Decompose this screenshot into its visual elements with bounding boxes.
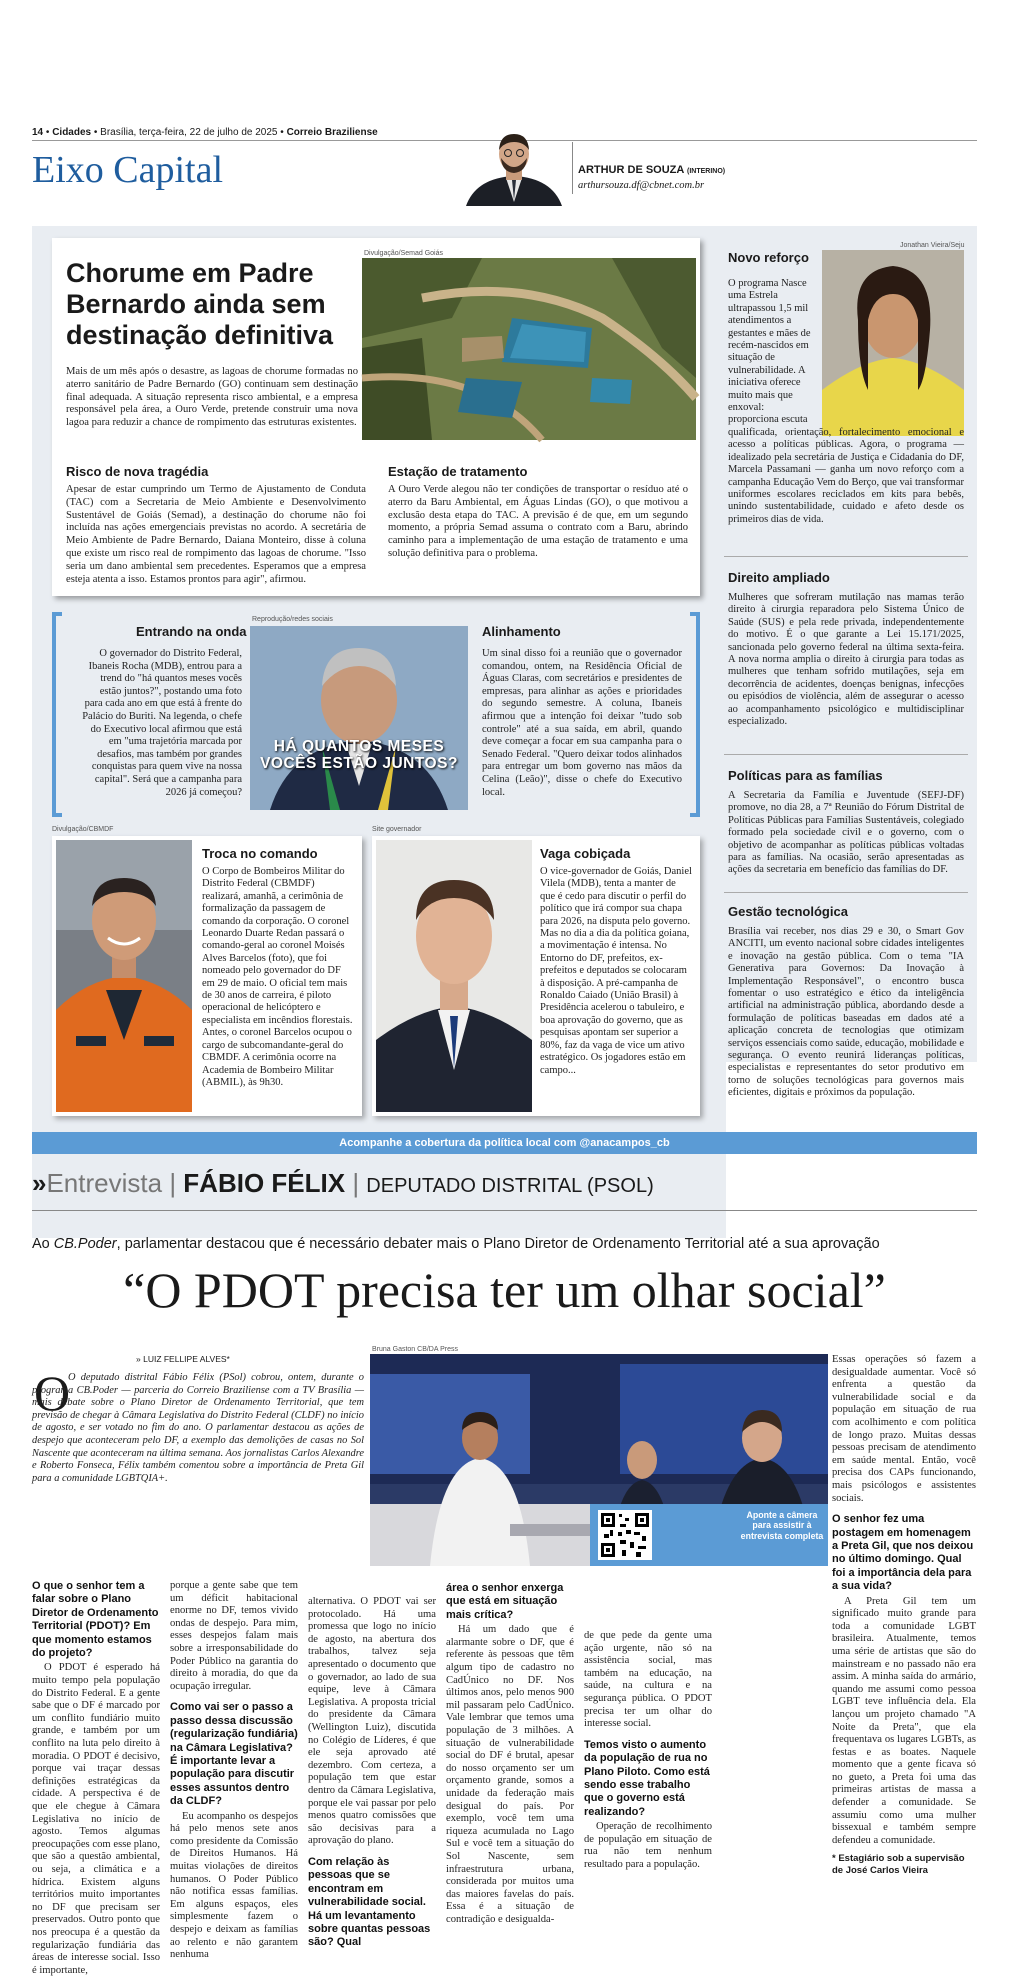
photo-credit: Reprodução/redes sociais: [252, 616, 333, 623]
question: O que o senhor tem a falar sobre o Plano Diretor de Ordenamento Territorial (PDOT)? Em que momento estamos do projeto?: [32, 1580, 159, 1660]
lead-intro: Mais de um mês após o desastre, as lagoas de chorume formadas no aterro sanitário de Padre Bernardo (GO) continuam sem destinação final adequada. A situação representa risco ambiental, e a empresa responsável pela área, a Ouro Verde, pretende construir uma nova lagoa para reduzir a chance de rompimento das estruturas existentes.: [66, 366, 358, 429]
qr-code-icon[interactable]: [598, 1510, 652, 1560]
onda-title: Entrando na onda: [136, 624, 247, 639]
interview-kicker: »Entrevista | FÁBIO FÉLIX | DEPUTADO DISTRITAL (PSOL): [32, 1168, 654, 1198]
question: Com relação às pessoas que se encontram em vulnerabilidade social. Há um levantamento sobre quantas pessoas são? Qual: [308, 1855, 431, 1949]
vice-governor-photo: [376, 840, 532, 1112]
question: Como vai ser o passo a passo dessa discussão (regularização fundiária) na Câmara Legislativa? É importante levar a população para discutir esses assuntos dentro da CLDF?: [170, 1701, 298, 1808]
qr-text: Aponte a câmera para assistir à entrevista completa: [740, 1510, 824, 1541]
interviewee-name: FÁBIO FÉLIX: [183, 1168, 346, 1198]
lead-box: [52, 238, 700, 596]
interview-col4: [446, 1582, 574, 1926]
footnote: * Estagiário sob a supervisão de José Carlos Vieira: [832, 1853, 965, 1877]
lead-text2: A Ouro Verde alegou não ter condições de transportar o resíduo até o aterro da Baru Ambiental, em Águas Lindas (GO), o que motivou a exclusão desta etapa do TAC. A previsão é de que, em um segundo momento, a própria Semad assuma o contrato com a Baru, abrindo caminho para a implementação de uma estação de tratamento e uma solução definitiva para o problema.: [388, 484, 688, 559]
sidebar-s2-title: Direito ampliado: [728, 570, 830, 585]
lead-sub2: Estação de tratamento: [388, 464, 528, 479]
answer: alternativa. O PDOT vai ser protocolado. Há uma promessa que logo no início de agosto, na abertura dos trabalhos, talvez seja apresentado o documento que o governador, ao lado de sua equipe, leve à Câmara Legislativa. A proposta tricial do presidente da Câmara (Wellington Luiz), discutida no Colégio de Líderes, é que ele seja aprovado até dezembro. Com certeza, a população tem que estar dentro da Câmara Legislativa, porque ele vai passar por pelo menos quatro comissões que são decisivas para a aprovação do plano.: [308, 1596, 436, 1847]
secretary-photo: [822, 250, 964, 436]
troca-text: O Corpo de Bombeiros Militar do Distrito Federal (CBMDF) realizará, amanhã, a cerimônia de formalização da passagem de comando da corporação. O coronel Leonardo Duarte Redan passará o comando-geral ao coronel Moisés Alves Barcelos (foto), que foi nomeado pelo governador do DF em 29 de maio. O oficial tem mais de 30 anos de carreira, é piloto operacional de helicóptero e especialista em incêndios florestais. Antes, o coronel Barcelos ocupou o cargo de subcomandante-geral do CBMDF. A cerimônia ocorre na Academia de Bombeiro Militar (ABMIL), às 9h30.: [202, 866, 353, 1088]
lead-sub1: Risco de nova tragédia: [66, 464, 209, 479]
answer: porque a gente sabe que tem um déficit habitacional enorme no DF, temos vivido ondas de despejo. Para mim, esses despejos falam mais sobre a irresponsabilidade do Poder Público na garantia do direito à moradia, do que da ocupação irregular.: [170, 1580, 298, 1692]
drop-cap: O: [34, 1365, 71, 1421]
sidebar-s3-text: A Secretaria da Família e Juventude (SEFJ-DF) promove, no dia 28, a 7ª Reunião do Fórum Distrital de Políticas Públicas para Famílias Sustentáveis, colegiado formado pela sociedade civil e o governo, com o objetivo de acompanhar as políticas públicas voltadas para as famílias. Na ocasião, serão apresentadas as ações da secretaria em benefício das famílias do DF.: [728, 790, 964, 876]
interview-deck: Ao CB.Poder, parlamentar destacou que é necessário debater mais o Plano Diretor de Ordenamento Territorial até a sua aprovação: [32, 1236, 880, 1252]
coverage-bar[interactable]: Acompanhe a cobertura da política local com @anacampos_cb: [32, 1132, 977, 1154]
vaga-text: O vice-governador de Goiás, Daniel Vilela (MDB), tenta a manter de que é cedo para discutir o perfil do político que irá compor sua chapa para 2026, na disputa pelo governo. Mas no dia a dia da política goiana, a movimentação é intensa. No Entorno do DF, prefeitos, ex-prefeitos e deputados se colocaram à disposição. A pré-campanha de Ronaldo Caiado (União Brasil) à Presidência acelerou o tabuleiro, e boa aprovação do governo, que as pesquisas apontam ser superior a 80%, faz da vaga de vice um ativo estratégico. Os jogadores estão em campo...: [540, 866, 692, 1076]
byline: » LUIZ FELLIPE ALVES*: [136, 1354, 230, 1364]
sidebar-s4-text: Brasília vai receber, nos dias 29 e 30, o Smart Gov ANCITI, um evento nacional sobre cidades inteligentes e inovação na gestão pública. Com o tema "IA Generativa para Governos: Da Inovação à Implementação Responsável", o encontro busca fomentar o uso estratégico e ético da inteligência artificial na administração pública, abordando desde a formulação de políticas baseadas em dados até a aplicação concreta de tecnologias que otimizam serviços essenciais como saúde, educação, mobilidade e segurança. O evento reunirá lideranças políticas, especialistas e representantes do setor produtivo em torno de soluções tecnológicas para governos mais eficientes, digitais e próximos da população.: [728, 926, 964, 1099]
interview-col5: [584, 1630, 712, 1872]
lead-headline: Chorume em Padre Bernardo ainda sem destinação definitiva: [66, 258, 334, 350]
lead-text1: Apesar de estar cumprindo um Termo de Ajustamento de Conduta (TAC) com a Secretaria de Meio Ambiente e Desenvolvimento Sustentável de Goiás (Semad), a destinação do chorume não foi incluída nas ações emergenciais previstas no acordo. A secretária de Meio Ambiente de Padre Bernardo, Daiana Monteiro, disse à coluna que existe um risco real de rompimento das lagoas de chorume. "Isso seria um dano ambiental sem precedentes. Esperamos que a empresa esteja atenta a isso. Estamos prontos para agir", afirmou.: [66, 484, 366, 585]
photo-credit: Divulgação/CBMDF: [52, 826, 114, 833]
interview-col1: [32, 1580, 160, 1977]
interview-headline: “O PDOT precisa ter um olhar social”: [123, 1262, 886, 1318]
sidebar-s1-text-b: qualificada, orientação, fortalecimento emocional e acesso a políticas públicas. Agora, o programa — idealizado pela secretária de Justiça e Cidadania do DF, Marcela Passamani — ganha um novo reforço com a campanha Educação Vem do Berço, que vai transformar uniformes escolares reciclados em kits para bebês, unindo sustentabilidade, cuidado e afeto desde os primeiros dias de vida.: [728, 427, 964, 525]
photo-credit: Bruna Gaston CB/DA Press: [372, 1346, 458, 1353]
author-name: ARTHUR DE SOUZA (INTERINO): [578, 164, 726, 176]
vaga-box: [372, 826, 700, 1116]
troca-title: Troca no comando: [202, 846, 318, 861]
photo-credit: Site governador: [372, 826, 422, 833]
sidebar-s3-title: Políticas para as famílias: [728, 768, 883, 783]
alinhamento-title: Alinhamento: [482, 624, 561, 639]
answer: Operação de recolhimento de população em situação de rua não tem nenhum resultado para a população.: [584, 1821, 712, 1870]
aerial-photo: [362, 258, 696, 440]
answer: Eu acompanho os despejos há pelo menos sete anos como presidente da Comissão de Direitos Humanos. Há muitas violações de direitos humanos. O Poder Público não notifica essas famílias. Em alguns espaços, eles simplesmente fazem o despejo e deixam as famílias ao relento e não garantem nenhuma: [170, 1810, 298, 1961]
answer: O PDOT é esperado há muito tempo pela população do Distrito Federal. E a gente sabe que o DF é marcado por um conflito fundiário muito grande, e também por um conflito na luta pelo direito à moradia. O PDOT é decisivo, porque vai traçar dessas definições estratégicas da cidade. A perspectiva é de que ele chegue à Câmara Legislativa no início de agosto. Temos algumas preocupações com esse plano, que são a questão ambiental, ou seja, a climática e a hídrica. Existem alguns territórios muito importantes no DF que precisam ser preservados. Outro ponto que nos preocupa é a questão da regularização fundiária das áreas de interesse social. Isso é importante,: [32, 1662, 160, 1976]
onda-text: O governador do Distrito Federal, Ibaneis Rocha (MDB), entrou para a trend do "há quantos meses vocês estão juntos?", postando uma foto para cada ano em que está à frente do Palácio do Buriti. Na legenda, o chefe do Executivo local afirmou que está em "uma trajetória marcada por desafios, mas também por grandes conquistas para quem vive na nossa capital". Será que a campanha para 2026 já começou?: [82, 648, 242, 798]
interview-col6: [832, 1354, 976, 1877]
question: Temos visto o aumento da população de rua no Plano Piloto. Como está sendo esse trabalho que o governo está realizando?: [584, 1738, 710, 1818]
sidebar-s2-text: Mulheres que sofreram mutilação nas mamas terão direito à cirurgia reparadora pelo Sistema Único de Saúde (SUS) e pela rede privada, independentemente do motivo. É o que garante a Lei 15.171/2025, sancionada pelo governo federal na última sexta-feira. A nova norma amplia o direito à cirurgia para todas as mulheres que tenham sofrido mutilações, seja em decorrência de acidentes, doenças benignas, infecções ou episódios de violência, além de assegurar o acesso ao acompanhamento psicológico e multidisciplinar especializado.: [728, 592, 964, 728]
question: área o senhor enxerga que está em situação mais crítica?: [446, 1582, 564, 1621]
troca-box: [52, 826, 362, 1116]
interview-intro: O deputado distrital Fábio Félix (PSol) cobrou, ontem, durante o programa CB.Poder — parceria do Correio Braziliense com a TV Brasília — mais debate sobre o Plano Diretor de Ordenamento Territorial, que tem previsão de chegar à Câmara Legislativa do Distrito Federal (CLDF) no início de agosto, e ser votado no fim do ano. O parlamentar destacou as ações de despejo que aconteceram pelo DF, a exemplo das demolições de casas no Sol Nascente que aconteceram na última semana. Aos jornalistas Carlos Alexandre e Roberto Fonseca, Félix também comentou sobre a importância de Preta Gil para a comunidade LGBTQIA+.: [32, 1372, 364, 1484]
vaga-title: Vaga cobiçada: [540, 846, 631, 861]
author-email[interactable]: arthursouza.df@cbnet.com.br: [578, 180, 705, 191]
interview-col3: [308, 1596, 436, 1950]
photo-caption: HÁ QUANTOS MESES VOCÊS ESTÃO JUNTOS?: [260, 738, 458, 772]
column-title: Eixo Capital: [32, 149, 224, 191]
sidebar-s4-title: Gestão tecnológica: [728, 904, 848, 919]
question: O senhor fez uma postagem em homenagem a Preta Gil, que nos deixou no último domingo. Qual foi a importância dela para a sua vida?: [832, 1513, 974, 1593]
qr-box[interactable]: [590, 1504, 828, 1566]
sidebar-s1-text-a: O programa Nasce uma Estrela ultrapassou 1,5 mil atendimentos a gestantes e mães de recém-nascidos em situação de vulnerabilidade. A iniciativa oferece muito mais que enxoval: proporciona escuta: [728, 278, 811, 426]
answer: de que pede da gente uma ação urgente, não só na assistência social, mas também na educação, na saúde, na cultura e na segurança pública. O PDOT precisa ter um olhar do interesse social.: [584, 1630, 712, 1730]
photo-credit: Divulgação/Semad Goiás: [364, 250, 443, 257]
interview-col2: [170, 1580, 298, 1962]
author-photo: [456, 132, 572, 206]
onda-section: [52, 612, 700, 822]
answer: Há um dado que é alarmante sobre o DF, que é referente às pessoas que têm algum tipo de cadastro no CadÚnico no DF. Nos últimos anos, pelo menos 900 mil passaram pelo CadÚnico. Vale lembrar que temos uma população de 3 milhões. A situação de vulnerabilidade social do DF é brutal, apesar do nosso orçamento ser um orçamento grande, somos a unidade da federação mais desigual do país. Por exemplo, você tem uma riqueza acumulada no Lago Sul e você tem a situação do Sol Nascente, sem infraestrutura urbana, considerada por muitos uma das maiores favelas do país. Essa é a situação de contradição e desigualda-: [446, 1624, 574, 1925]
answer: Essas operações só fazem a desigualdade aumentar. Você só enfrenta a questão da vulnerabilidade social e da população em situação de rua com acolhimento e com política de longo prazo. Muitas dessas pessoas precisam de atendimento em saúde mental. Então, você precisa dos CAPs funcionando, mais psicólogos e assistentes sociais.: [832, 1354, 976, 1504]
page-header: 14 • Cidades • Brasília, terça-feira, 22 de julho de 2025 • Correio Braziliense: [32, 127, 378, 138]
photo-credit: Jonathan Vieira/Seju: [900, 242, 965, 249]
answer: A Preta Gil tem um significado muito grande para toda a comunidade LGBT brasileira. Atualmente, temos uma série de artistas que são do mainstream e no passado não era assim. A minha saída do armário, quando me assumi como pessoa LGBT teve influência dela. Ela lançou um projeto chamado "A Noite da Preta", que ela frequentava os lugares LGBTs, as festas e as boates. Naquele momento que a gente ficava só no gueto, a Preta foi uma das primeiras artistas de massa a defender a comunidade. Se assumiu como uma mulher bissexual e também sempre defendeu a comunidade.: [832, 1595, 976, 1846]
governor-photo: [250, 626, 468, 810]
firefighter-photo: [56, 840, 192, 1112]
sidebar-s1-title: Novo reforço: [728, 250, 809, 265]
studio-photo: [370, 1354, 828, 1566]
alinhamento-text: Um sinal disso foi a reunião que o governador comandou, ontem, na Residência Oficial de Águas Claras, com secretários e presidentes de empresas, para alinhar as ações e prioridades do segundo semestre. A coluna, Ibaneis afirmou que a intenção foi deixar "tudo sob controle" até a sua saída, em abril, quando deve começar a focar em sua campanha para o Senado Federal. "Quero deixar todos alinhados para entregar um bom governo nas mãos da Celina (Leão)", disse o chefe do Executivo local.: [482, 648, 682, 798]
